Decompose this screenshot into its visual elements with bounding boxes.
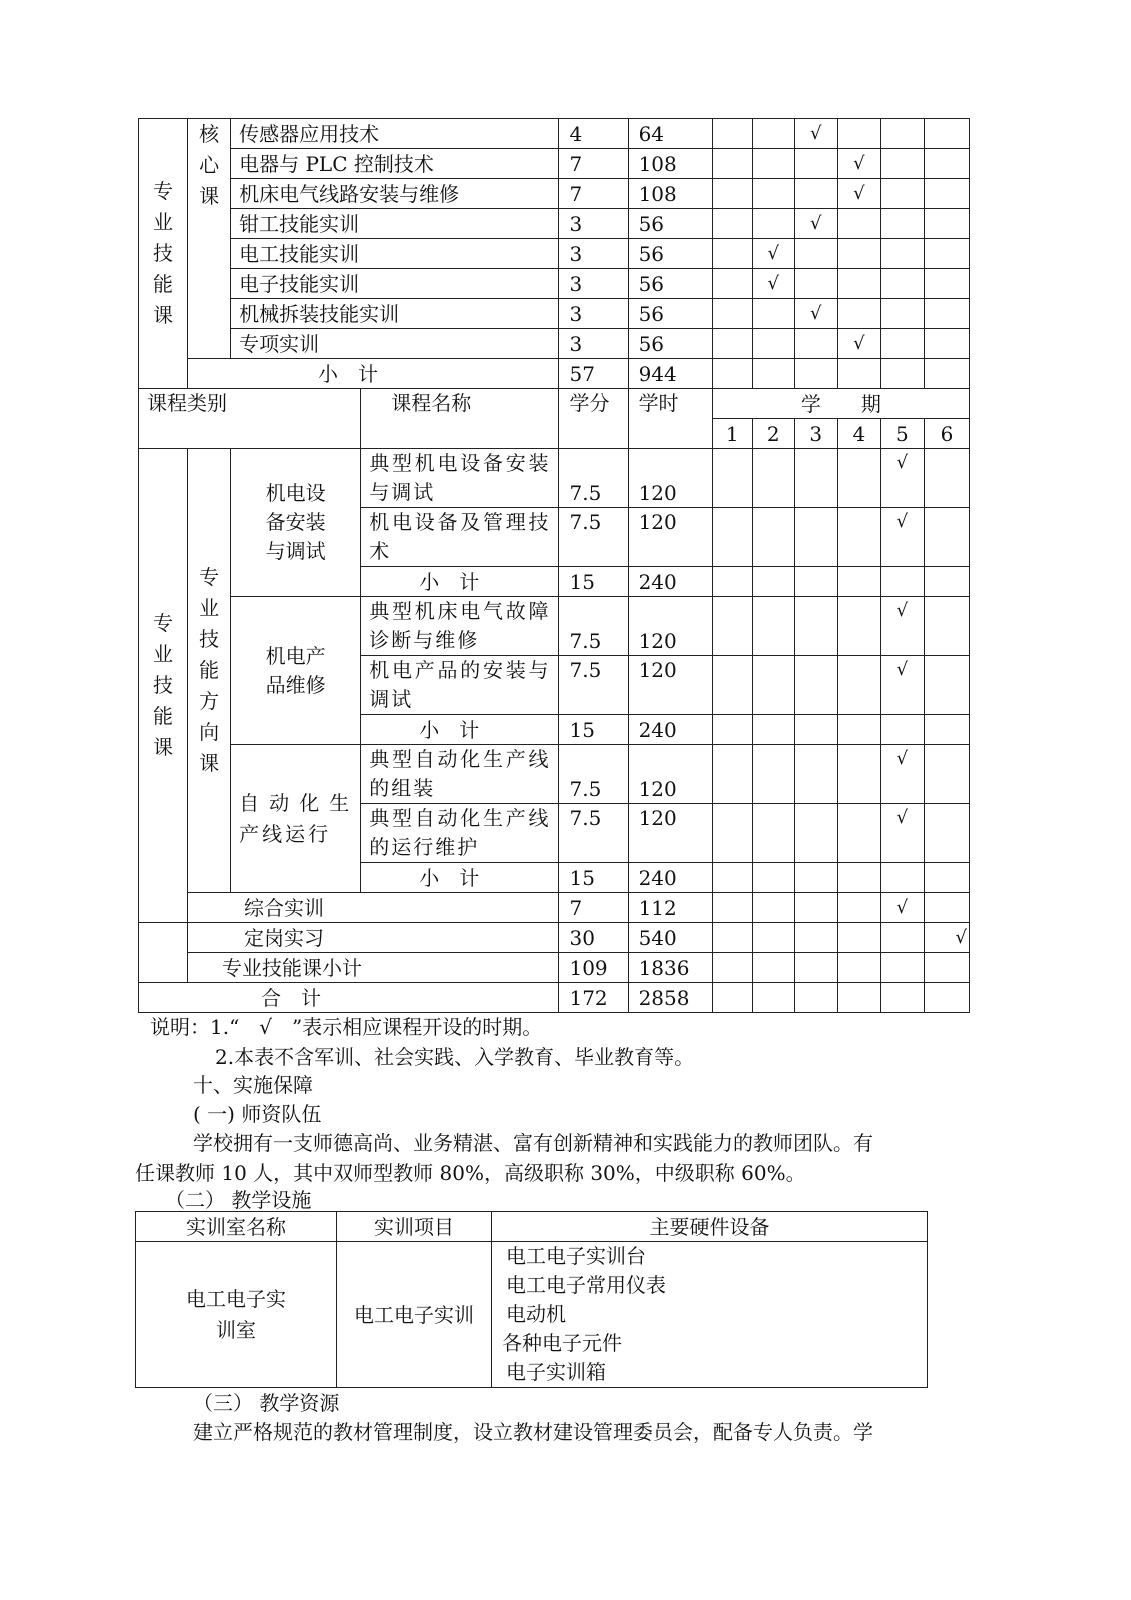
internship-term-2 — [752, 923, 794, 953]
table-row — [139, 119, 970, 149]
course-hours: 108 — [628, 179, 712, 209]
course-term-2 — [752, 299, 794, 329]
course-term-5: √ — [880, 597, 924, 656]
group-subtotal-term-4 — [837, 715, 880, 745]
group-subtotal-label: 小 计 — [361, 863, 559, 893]
course-term-3 — [794, 239, 837, 269]
course-term-3 — [794, 449, 837, 508]
course-term-1 — [712, 209, 752, 239]
course-term-6 — [924, 209, 969, 239]
header-term-3: 3 — [794, 419, 837, 449]
course-term-6 — [924, 329, 969, 359]
course-credit: 7.5 — [559, 597, 628, 656]
subsection-resources-title: （三） 教学资源 — [193, 1391, 340, 1415]
total-term-3 — [794, 983, 837, 1013]
course-term-2 — [752, 149, 794, 179]
group-subtotal-term-2 — [752, 715, 794, 745]
internship-credit: 30 — [559, 923, 628, 953]
course-term-2 — [752, 745, 794, 804]
course-term-4 — [837, 745, 880, 804]
comprehensive-term-6 — [924, 893, 969, 923]
course-term-4 — [837, 656, 880, 715]
comprehensive-term-4 — [837, 893, 880, 923]
group-subtotal-term-3 — [794, 715, 837, 745]
course-term-4: √ — [837, 179, 880, 209]
group-subtotal-label: 小 计 — [361, 567, 559, 597]
course-name: 典型自动化生产线的运行维护 — [361, 804, 559, 863]
course-term-1 — [712, 179, 752, 209]
course-term-1 — [712, 804, 752, 863]
course-term-4 — [837, 597, 880, 656]
header-name: 课程名称 — [361, 389, 559, 449]
course-hours: 56 — [628, 269, 712, 299]
total-term-2 — [752, 983, 794, 1013]
course-hours: 56 — [628, 329, 712, 359]
group-subtotal-term-5 — [880, 567, 924, 597]
course-credit: 3 — [559, 209, 628, 239]
internship-hours: 540 — [628, 923, 712, 953]
comprehensive-term-3 — [794, 893, 837, 923]
course-term-4 — [837, 209, 880, 239]
course-name: 典型机电设备安装与调试 — [361, 449, 559, 508]
course-hours: 56 — [628, 299, 712, 329]
group-subtotal-term-1 — [712, 567, 752, 597]
course-term-5 — [880, 119, 924, 149]
course-name: 电子技能实训 — [231, 269, 559, 299]
total-term-6 — [924, 983, 969, 1013]
group-subtotal-hours: 240 — [628, 715, 712, 745]
course-term-3 — [794, 269, 837, 299]
course-term-6 — [924, 269, 969, 299]
skill-subtotal-term-4 — [837, 953, 880, 983]
table-header-section — [139, 389, 970, 449]
course-term-2 — [752, 656, 794, 715]
course-term-1 — [712, 656, 752, 715]
course-hours: 56 — [628, 209, 712, 239]
group-subtotal-credit: 15 — [559, 715, 628, 745]
course-term-2 — [752, 597, 794, 656]
course-term-1 — [712, 329, 752, 359]
course-term-6 — [924, 597, 969, 656]
course-hours: 120 — [628, 745, 712, 804]
section-title: 十、实施保障 — [193, 1073, 313, 1097]
core-subcategory-label: 核心课 — [188, 119, 231, 359]
equipment-item: 各种电子元件 — [502, 1331, 622, 1355]
group-subtotal-term-5 — [880, 863, 924, 893]
header-term-4: 4 — [837, 419, 880, 449]
group-subtotal-term-5 — [880, 715, 924, 745]
course-term-3 — [794, 149, 837, 179]
table-row — [139, 269, 970, 299]
course-credit: 7 — [559, 149, 628, 179]
course-term-2 — [752, 209, 794, 239]
core-subtotal-credit: 57 — [559, 359, 628, 389]
course-term-6 — [924, 508, 969, 567]
course-name: 钳工技能实训 — [231, 209, 559, 239]
table-row — [139, 745, 970, 804]
course-name: 典型自动化生产线的组装 — [361, 745, 559, 804]
course-term-5: √ — [880, 508, 924, 567]
faculty-paragraph-line1: 学校拥有一支师德高尚、业务精湛、富有创新精神和实践能力的教师团队。有 — [193, 1131, 873, 1155]
group-subtotal-term-6 — [924, 863, 969, 893]
empty-category-cell — [139, 923, 188, 983]
course-term-6 — [924, 149, 969, 179]
group-subtotal-term-4 — [837, 567, 880, 597]
course-term-5 — [880, 269, 924, 299]
course-name: 机床电气线路安装与维修 — [231, 179, 559, 209]
group-subtotal-credit: 15 — [559, 863, 628, 893]
equipment-item: 电子实训箱 — [506, 1360, 606, 1384]
course-term-2 — [752, 804, 794, 863]
comprehensive-hours: 112 — [628, 893, 712, 923]
course-name: 机电产品的安装与调试 — [361, 656, 559, 715]
course-name: 传感器应用技术 — [231, 119, 559, 149]
table-row — [139, 149, 970, 179]
course-credit: 7 — [559, 179, 628, 209]
core-subtotal-term-3 — [794, 359, 837, 389]
group-subtotal-term-3 — [794, 863, 837, 893]
course-term-6 — [924, 119, 969, 149]
course-term-3 — [794, 804, 837, 863]
course-term-6 — [924, 804, 969, 863]
comprehensive-row — [139, 893, 970, 923]
group-subtotal-hours: 240 — [628, 863, 712, 893]
facilities-header-equipment: 主要硬件设备 — [492, 1212, 928, 1242]
course-term-2 — [752, 508, 794, 567]
core-subtotal-term-2 — [752, 359, 794, 389]
course-credit: 7.5 — [559, 745, 628, 804]
course-term-6 — [924, 449, 969, 508]
core-category-label: 专业技能课 — [139, 119, 188, 389]
faculty-paragraph-line2: 任课教师 10 人，其中双师型教师 80%，高级职称 30%，中级职称 60%。 — [135, 1161, 806, 1185]
course-term-2 — [752, 329, 794, 359]
table-row — [139, 329, 970, 359]
course-term-4 — [837, 508, 880, 567]
course-term-1 — [712, 597, 752, 656]
facilities-room-name: 电工电子实训室 — [136, 1242, 337, 1388]
course-name: 专项实训 — [231, 329, 559, 359]
course-term-3 — [794, 179, 837, 209]
internship-term-5 — [880, 923, 924, 953]
course-term-3: √ — [794, 209, 837, 239]
course-term-3 — [794, 597, 837, 656]
table-row — [139, 179, 970, 209]
course-term-1 — [712, 149, 752, 179]
table-row — [139, 597, 970, 656]
skill-subtotal-term-3 — [794, 953, 837, 983]
course-term-5 — [880, 209, 924, 239]
course-term-6 — [924, 239, 969, 269]
course-term-5 — [880, 299, 924, 329]
curriculum-table — [138, 118, 970, 1013]
core-subtotal-term-4 — [837, 359, 880, 389]
header-term-2: 2 — [752, 419, 794, 449]
course-hours: 108 — [628, 149, 712, 179]
resources-paragraph-line1: 建立严格规范的教材管理制度，设立教材建设管理委员会，配备专人负责。学 — [193, 1420, 873, 1444]
subsection-faculty-title: ( 一) 师资队伍 — [193, 1102, 322, 1126]
skill-subtotal-hours: 1836 — [628, 953, 712, 983]
core-subtotal-hours: 944 — [628, 359, 712, 389]
group-subtotal-label: 小 计 — [361, 715, 559, 745]
direction-course-section — [139, 449, 970, 1013]
course-term-2: √ — [752, 269, 794, 299]
header-term-5: 5 — [880, 419, 924, 449]
skill-subtotal-term-2 — [752, 953, 794, 983]
course-hours: 120 — [628, 597, 712, 656]
equipment-item: 电工电子常用仪表 — [506, 1273, 666, 1297]
internship-row — [139, 923, 970, 953]
course-name: 典型机床电气故障诊断与维修 — [361, 597, 559, 656]
facilities-project-name: 电工电子实训 — [337, 1242, 492, 1388]
internship-term-1 — [712, 923, 752, 953]
course-term-5: √ — [880, 804, 924, 863]
equipment-item: 电动机 — [506, 1302, 566, 1326]
skill-subtotal-term-5 — [880, 953, 924, 983]
course-term-3 — [794, 745, 837, 804]
group-subtotal-term-4 — [837, 863, 880, 893]
header-category: 课程类别 — [139, 389, 361, 449]
course-hours: 120 — [628, 804, 712, 863]
course-term-5 — [880, 329, 924, 359]
course-term-3 — [794, 508, 837, 567]
course-term-1 — [712, 119, 752, 149]
core-subtotal-term-5 — [880, 359, 924, 389]
course-hours: 120 — [628, 508, 712, 567]
total-term-4 — [837, 983, 880, 1013]
comprehensive-term-1 — [712, 893, 752, 923]
equipment-item: 电工电子实训台 — [506, 1244, 646, 1268]
course-term-5 — [880, 149, 924, 179]
course-term-1 — [712, 449, 752, 508]
course-term-6 — [924, 299, 969, 329]
comprehensive-name: 综合实训 — [188, 893, 559, 923]
course-term-6 — [924, 179, 969, 209]
internship-term-4 — [837, 923, 880, 953]
table-row — [139, 449, 970, 508]
course-hours: 120 — [628, 656, 712, 715]
header-credit: 学分 — [559, 389, 628, 449]
course-name: 电器与 PLC 控制技术 — [231, 149, 559, 179]
course-term-4 — [837, 299, 880, 329]
course-term-2: √ — [752, 239, 794, 269]
course-term-1 — [712, 299, 752, 329]
subsection-facilities-title: （二） 教学设施 — [165, 1188, 312, 1212]
direction-group-label: 机电设备安装与调试 — [231, 449, 361, 597]
course-term-5 — [880, 179, 924, 209]
course-term-4: √ — [837, 329, 880, 359]
comprehensive-term-2 — [752, 893, 794, 923]
course-term-4 — [837, 269, 880, 299]
course-credit: 7.5 — [559, 804, 628, 863]
course-term-4 — [837, 804, 880, 863]
course-term-1 — [712, 745, 752, 804]
course-credit: 3 — [559, 299, 628, 329]
total-hours: 2858 — [628, 983, 712, 1013]
facilities-table — [135, 1211, 928, 1388]
header-term-1: 1 — [712, 419, 752, 449]
course-hours: 120 — [628, 449, 712, 508]
skill-subtotal-credit: 109 — [559, 953, 628, 983]
total-term-5 — [880, 983, 924, 1013]
course-term-4 — [837, 119, 880, 149]
course-credit: 7.5 — [559, 656, 628, 715]
skill-subtotal-term-6 — [924, 953, 969, 983]
course-term-1 — [712, 508, 752, 567]
skill-subtotal-name: 专业技能课小计 — [188, 953, 559, 983]
subtotal-row — [139, 359, 970, 389]
course-term-4 — [837, 239, 880, 269]
course-term-5: √ — [880, 745, 924, 804]
group-subtotal-term-1 — [712, 715, 752, 745]
internship-term-6: √ — [924, 923, 969, 953]
direction-category-label: 专业技能课 — [139, 449, 188, 923]
course-credit: 4 — [559, 119, 628, 149]
internship-name: 定岗实习 — [188, 923, 559, 953]
course-term-5: √ — [880, 449, 924, 508]
course-name: 机械拆装技能实训 — [231, 299, 559, 329]
course-term-2 — [752, 179, 794, 209]
group-subtotal-term-6 — [924, 715, 969, 745]
course-term-5 — [880, 239, 924, 269]
header-term: 学 期 — [712, 389, 969, 419]
facilities-equipment-list — [492, 1242, 928, 1388]
skill-subtotal-term-1 — [712, 953, 752, 983]
course-credit: 3 — [559, 329, 628, 359]
course-term-1 — [712, 239, 752, 269]
header-term-6: 6 — [924, 419, 969, 449]
course-hours: 56 — [628, 239, 712, 269]
internship-term-3 — [794, 923, 837, 953]
direction-group-label: 自动化生产线运行 — [231, 745, 361, 893]
facilities-header-project: 实训项目 — [337, 1212, 492, 1242]
course-hours: 64 — [628, 119, 712, 149]
header-hours: 学时 — [628, 389, 712, 449]
total-name: 合 计 — [139, 983, 559, 1013]
course-term-5: √ — [880, 656, 924, 715]
group-subtotal-credit: 15 — [559, 567, 628, 597]
group-subtotal-term-2 — [752, 567, 794, 597]
facilities-header-room: 实训室名称 — [136, 1212, 337, 1242]
course-term-3 — [794, 329, 837, 359]
group-subtotal-hours: 240 — [628, 567, 712, 597]
skill-subtotal-row — [139, 953, 970, 983]
course-term-6 — [924, 656, 969, 715]
total-row — [139, 983, 970, 1013]
direction-subcategory-label: 专业技能方向课 — [188, 449, 231, 893]
course-credit: 3 — [559, 239, 628, 269]
course-term-2 — [752, 119, 794, 149]
course-name: 电工技能实训 — [231, 239, 559, 269]
group-subtotal-term-2 — [752, 863, 794, 893]
course-credit: 7.5 — [559, 449, 628, 508]
course-term-3: √ — [794, 299, 837, 329]
table-row — [139, 239, 970, 269]
course-term-3 — [794, 656, 837, 715]
course-name: 机电设备及管理技术 — [361, 508, 559, 567]
direction-group-label: 机电产品维修 — [231, 597, 361, 745]
core-subtotal-term-6 — [924, 359, 969, 389]
total-credit: 172 — [559, 983, 628, 1013]
comprehensive-credit: 7 — [559, 893, 628, 923]
course-term-1 — [712, 269, 752, 299]
course-term-4: √ — [837, 149, 880, 179]
table-row — [139, 299, 970, 329]
course-term-4 — [837, 449, 880, 508]
course-term-2 — [752, 449, 794, 508]
course-credit: 7.5 — [559, 508, 628, 567]
table-row — [139, 209, 970, 239]
group-subtotal-term-6 — [924, 567, 969, 597]
note-1: 说明：1.“ √ ”表示相应课程开设的时期。 — [150, 1015, 543, 1039]
course-term-6 — [924, 745, 969, 804]
group-subtotal-term-1 — [712, 863, 752, 893]
core-course-section — [139, 119, 970, 389]
course-term-3: √ — [794, 119, 837, 149]
comprehensive-term-5: √ — [880, 893, 924, 923]
course-credit: 3 — [559, 269, 628, 299]
core-subtotal-term-1 — [712, 359, 752, 389]
total-term-1 — [712, 983, 752, 1013]
note-2: 2.本表不含军训、社会实践、入学教育、毕业教育等。 — [215, 1045, 695, 1069]
core-subtotal-label: 小 计 — [188, 359, 559, 389]
group-subtotal-term-3 — [794, 567, 837, 597]
